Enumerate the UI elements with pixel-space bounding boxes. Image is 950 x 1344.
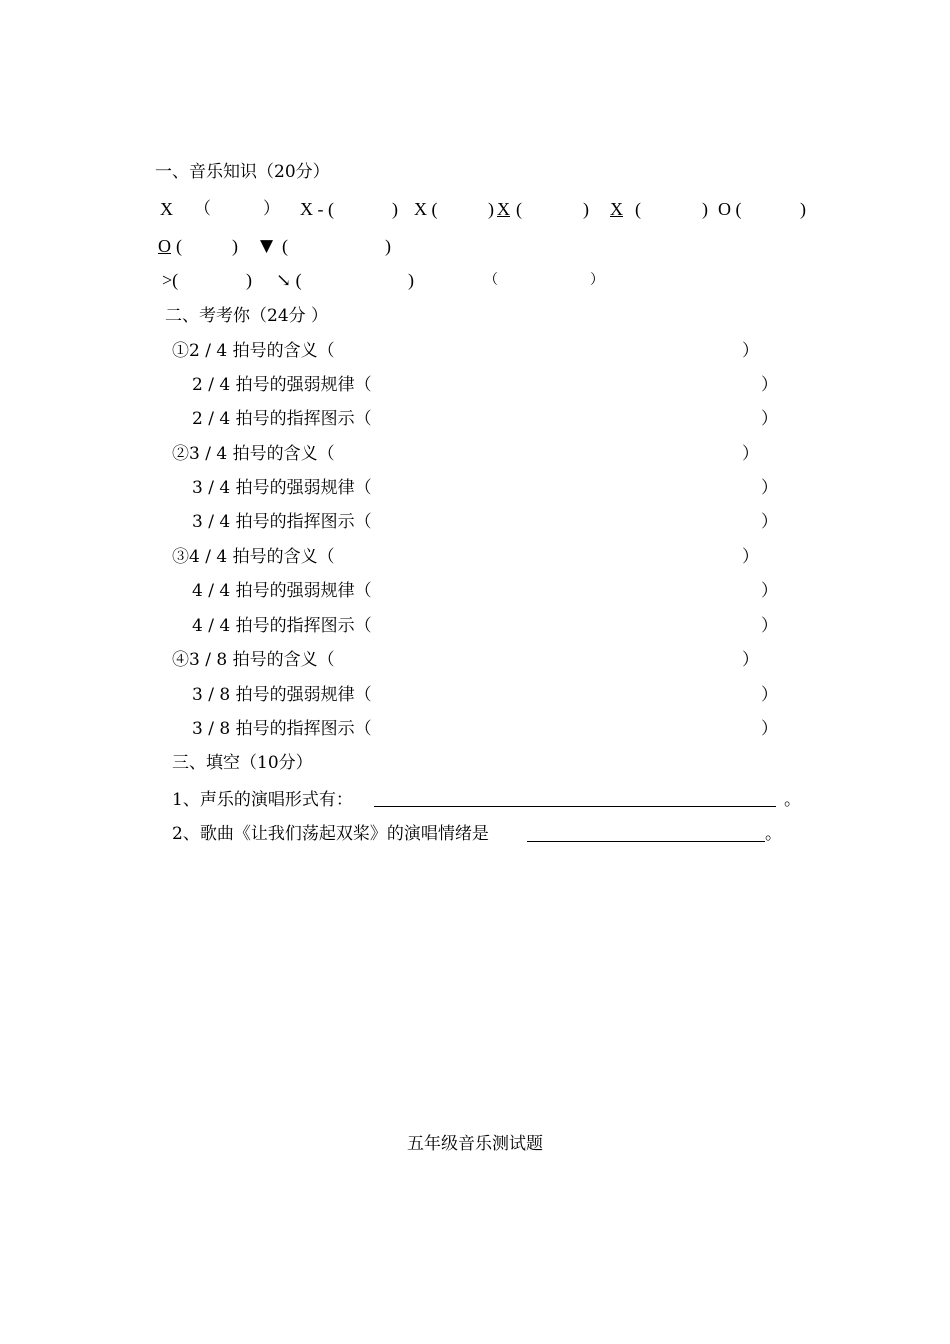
question-diagram: 3 / 8 拍号的指挥图示（	[192, 719, 372, 739]
paren-open: （	[484, 272, 498, 288]
paren-close: ）	[761, 375, 778, 395]
question-meaning: ③4 / 4 拍号的含义（	[172, 547, 335, 567]
paren-close: ）	[742, 650, 759, 670]
note-rest-o: O (	[718, 199, 742, 219]
question-meaning: ②3 / 4 拍号的含义（	[172, 444, 335, 464]
question-rule: 3 / 8 拍号的强弱规律（	[192, 685, 372, 705]
paren-close: ）	[761, 581, 778, 601]
paren-close: )	[800, 199, 806, 219]
section1-heading: 一、音乐知识（20分）	[155, 162, 330, 182]
paren-close: ）	[263, 199, 280, 219]
paren-close: ）	[742, 547, 759, 567]
question-diagram: 2 / 4 拍号的指挥图示（	[192, 409, 372, 429]
paren-open: （	[194, 199, 211, 219]
page-footer-title: 五年级音乐测试题	[407, 1134, 543, 1154]
note-x-paren: X (	[414, 199, 438, 219]
paren-close: )	[232, 236, 238, 256]
paren-open: (	[282, 236, 288, 256]
question-rule: 2 / 4 拍号的强弱规律（	[192, 375, 372, 395]
paren-close: ）	[742, 444, 759, 464]
period: 。	[784, 790, 801, 810]
fill-question-2: 2、歌曲《让我们荡起双桨》的演唱情绪是	[172, 824, 489, 844]
fill-question-1: 1、声乐的演唱形式有：	[172, 790, 353, 810]
paren-close: )	[392, 199, 398, 219]
answer-blank-2[interactable]	[527, 841, 765, 842]
paren-close: ）	[742, 341, 759, 361]
paren-close: )	[488, 199, 494, 219]
section3-heading: 三、填空（10分）	[172, 753, 313, 773]
paren-close: )	[385, 236, 391, 256]
accent-mark: >(	[162, 270, 179, 290]
note-x-underlined: X	[497, 199, 510, 219]
note-x-underlined: X	[610, 199, 623, 219]
paren-close: ）	[761, 478, 778, 498]
paren-close: ）	[761, 616, 778, 636]
paren-close: ）	[761, 512, 778, 532]
paren-open: (	[516, 199, 522, 219]
paren-close: )	[583, 199, 589, 219]
paren-close: )	[408, 270, 414, 290]
paren-close: ）	[761, 409, 778, 429]
period: 。	[765, 824, 782, 844]
arrow-down-right-icon: ↘ (	[276, 270, 302, 290]
paren-close: )	[702, 199, 708, 219]
question-meaning: ①2 / 4 拍号的含义（	[172, 341, 335, 361]
question-rule: 3 / 4 拍号的强弱规律（	[192, 478, 372, 498]
paren-close: ）	[761, 685, 778, 705]
fermata-triangle-icon: ▼	[260, 236, 274, 256]
note-x: X	[160, 199, 173, 219]
paren-close: ）	[761, 719, 778, 739]
paren-close: ）	[590, 272, 604, 288]
section2-heading: 二、考考你（24分 ）	[165, 306, 329, 326]
question-diagram: 3 / 4 拍号的指挥图示（	[192, 512, 372, 532]
note-x-dash: X - (	[300, 199, 334, 219]
question-meaning: ④3 / 8 拍号的含义（	[172, 650, 335, 670]
paren-close: )	[246, 270, 252, 290]
note-o-underlined: O	[158, 236, 171, 256]
answer-blank-1[interactable]	[374, 806, 776, 807]
paren-open: (	[176, 236, 182, 256]
paren-open: (	[635, 199, 641, 219]
question-diagram: 4 / 4 拍号的指挥图示（	[192, 616, 372, 636]
question-rule: 4 / 4 拍号的强弱规律（	[192, 581, 372, 601]
